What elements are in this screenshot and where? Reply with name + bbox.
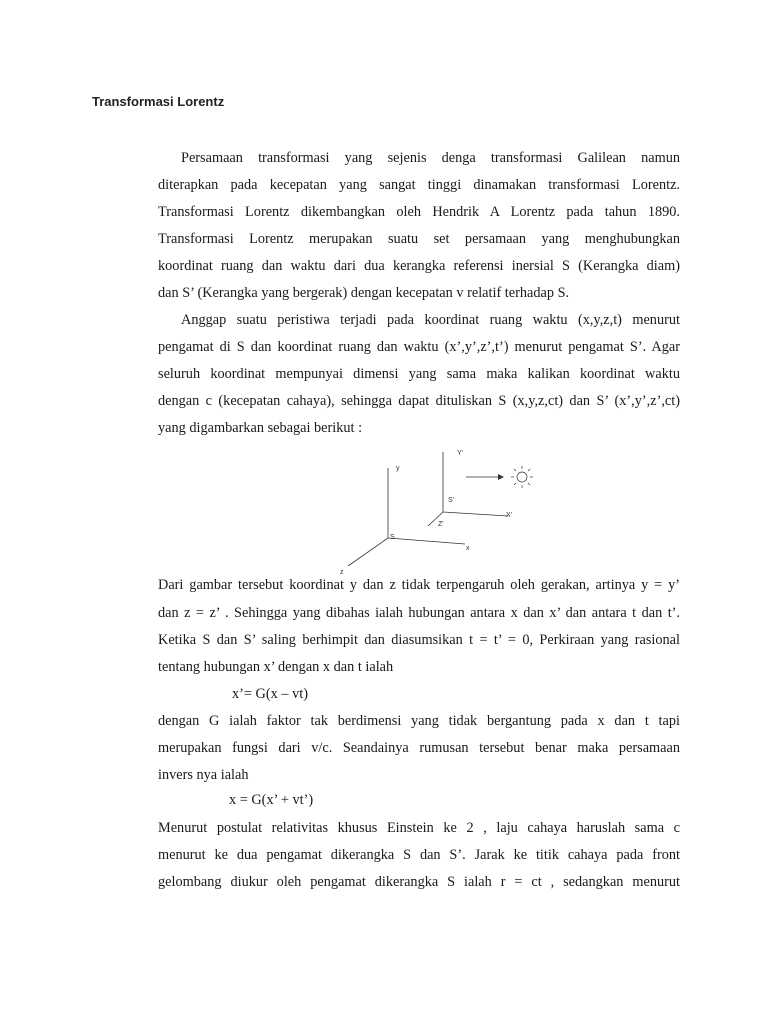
equation-2: x = G(x’ + vt’) <box>229 792 314 808</box>
text-line: Dari gambar tersebut koordinat y dan z tidak terpengaruh oleh gerakan, artinya y = y’ <box>158 577 680 593</box>
text-line: Transformasi Lorentz dikembangkan oleh Hendrik A Lorentz pada tahun 1890. <box>158 204 680 220</box>
text-line: dengan G ialah faktor tak berdimensi yang tidak bergantung pada x dan t tapi <box>158 713 680 729</box>
text-line: dan z = z’ . Sehingga yang dibahas ialah hubungan antara x dan x’ dan antara t dan t’. <box>158 605 680 621</box>
axis-label-y: y <box>396 465 400 472</box>
text-line: Transformasi Lorentz merupakan suatu set persamaan yang menghubungkan <box>158 231 680 247</box>
axis-label-z: z <box>340 569 344 576</box>
text-line: Persamaan transformasi yang sejenis denga transformasi Galilean namun <box>181 150 680 166</box>
text-line: Anggap suatu peristiwa terjadi pada koordinat ruang waktu (x,y,z,t) menurut <box>181 312 680 328</box>
arrow-icon <box>498 474 504 480</box>
text-line: menurut ke dua pengamat dikerangka S dan S’. Jarak ke titik cahaya pada front <box>158 847 680 863</box>
text-line: tentang hubungan x’ dengan x dan t ialah <box>158 659 394 675</box>
text-line: diterapkan pada kecepatan yang sangat tinggi dinamakan transformasi Lorentz. <box>158 177 680 193</box>
text-line: yang digambarkan sebagai berikut : <box>158 420 363 436</box>
text-line: Menurut postulat relativitas khusus Einstein ke 2 , laju cahaya haruslah sama c <box>158 820 680 836</box>
coordinate-frames-diagram <box>330 440 560 580</box>
text-line: dengan c (kecepatan cahaya), sehingga dapat dituliskan S (x,y,z,ct) dan S’ (x’,y’,z’,ct) <box>158 393 680 409</box>
equation-1: x’= G(x – vt) <box>232 686 308 702</box>
axis-label-x-prime: X' <box>506 512 513 519</box>
text-line: seluruh koordinat mempunyai dimensi yang sama maka kalikan koordinat waktu <box>158 366 680 382</box>
light-source-icon <box>511 466 533 488</box>
axis-label-x: x <box>466 545 470 552</box>
origin-label-s-prime: S' <box>448 497 455 504</box>
text-line: dan S’ (Kerangka yang bergerak) dengan kecepatan v relatif terhadap S. <box>158 285 570 301</box>
axis-label-y-prime: Y' <box>457 450 464 457</box>
origin-label-s: S <box>390 534 395 541</box>
text-line: gelombang diukur oleh pengamat dikerangka S ialah r = ct , sedangkan menurut <box>158 874 680 890</box>
text-line: Ketika S dan S’ saling berhimpit dan diasumsikan t = t’ = 0, Perkiraan yang rasional <box>158 632 680 648</box>
text-line: merupakan fungsi dari v/c. Seandainya rumusan tersebut benar maka persamaan <box>158 740 680 756</box>
text-line: invers nya ialah <box>158 767 249 783</box>
text-line: pengamat di S dan koordinat ruang dan waktu (x’,y’,z’,t’) menurut pengamat S’. Agar <box>158 339 680 355</box>
axis-label-z-prime: Z' <box>438 521 444 528</box>
text-line: koordinat ruang dan waktu dari dua kerangka referensi inersial S (Kerangka diam) <box>158 258 680 274</box>
page-title: Transformasi Lorentz <box>92 94 225 109</box>
